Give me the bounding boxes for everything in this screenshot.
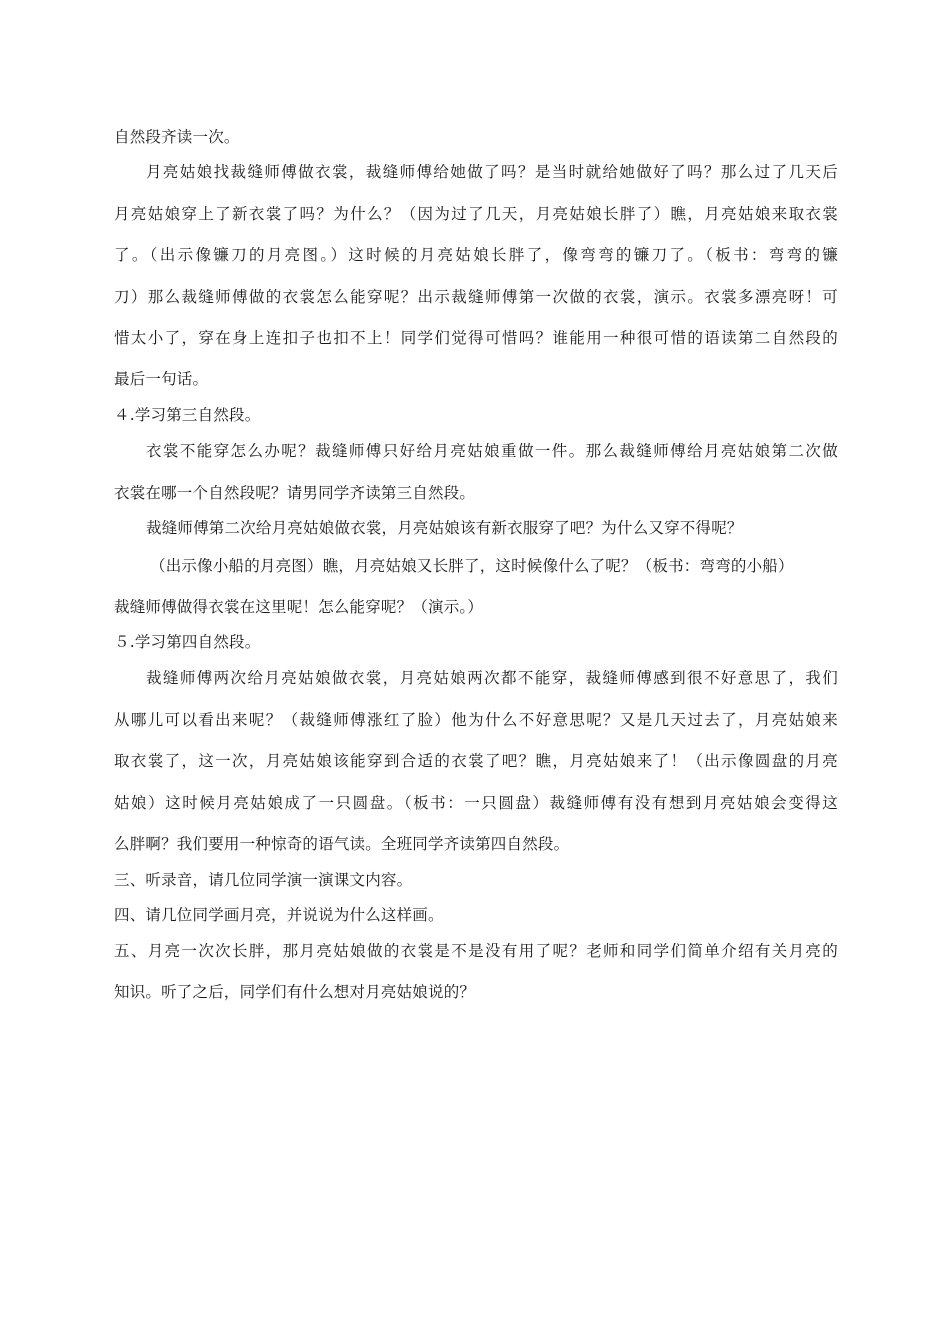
text-line: 最后一句话。 xyxy=(114,370,209,388)
text-line: 姑娘）这时候月亮姑娘成了一只圆盘。（板书：一只圆盘）裁缝师傅有没有想到月亮姑娘会变得这 xyxy=(114,794,838,812)
section-heading: 五、月亮一次次长胖，那月亮姑娘做的衣裳是不是没有用了呢？老师和同学们简单介绍有关月亮的 xyxy=(114,942,838,960)
text-line: 了。（出示像镰刀的月亮图。）这时候的月亮姑娘长胖了，像弯弯的镰刀了。（板书：弯弯的镰 xyxy=(114,246,838,264)
text-line: （出示像小船的月亮图）瞧，月亮姑娘又长胖了，这时候像什么了呢？（板书：弯弯的小船） xyxy=(150,557,794,575)
text-line: 刀）那么裁缝师傅做的衣裳怎么能穿呢？出示裁缝师傅第一次做的衣裳，演示。衣裳多漂亮呀！可 xyxy=(114,288,838,306)
text-line: 裁缝师傅做得衣裳在这里呢！怎么能穿呢？（演示。） xyxy=(114,598,484,616)
section-heading: 三、听录音，请几位同学演一演课文内容。 xyxy=(114,871,413,889)
text-line: 自然段齐读一次。 xyxy=(114,128,240,146)
text-line: 从哪儿可以看出来呢？（裁缝师傅涨红了脸）他为什么不好意思呢？又是几天过去了，月亮姑娘来 xyxy=(114,711,838,729)
text-line: 衣裳在哪一个自然段呢？请男同学齐读第三自然段。 xyxy=(114,484,476,502)
text-line: 惜太小了，穿在身上连扣子也扣不上！同学们觉得可惜吗？谁能用一种很可惜的语读第二自然段的 xyxy=(114,329,838,347)
text-line: 衣裳不能穿怎么办呢？裁缝师傅只好给月亮姑娘重做一件。那么裁缝师傅给月亮姑娘第二次做 xyxy=(146,442,838,460)
section-heading: 四、请几位同学画月亮，并说说为什么这样画。 xyxy=(114,906,444,924)
text-line: 裁缝师傅第二次给月亮姑娘做衣裳，月亮姑娘该有新衣服穿了吧？为什么又穿不得呢？ xyxy=(146,519,743,537)
section-heading: ５.学习第四自然段。 xyxy=(114,633,261,651)
text-line: 月亮姑娘找裁缝师傅做衣裳，裁缝师傅给她做了吗？是当时就给她做好了吗？那么过了几天后 xyxy=(146,163,838,181)
text-line: 么胖啊？我们要用一种惊奇的语气读。全班同学齐读第四自然段。 xyxy=(114,835,570,853)
text-line: 取衣裳了，这一次，月亮姑娘该能穿到合适的衣裳了吧？瞧，月亮姑娘来了！（出示像圆盘的月亮 xyxy=(114,752,838,770)
text-line: 月亮姑娘穿上了新衣裳了吗？为什么？（因为过了几天，月亮姑娘长胖了）瞧，月亮姑娘来取衣裳 xyxy=(114,205,838,223)
section-heading: ４.学习第三自然段。 xyxy=(114,406,261,424)
text-line: 知识。听了之后，同学们有什么想对月亮姑娘说的？ xyxy=(114,983,476,1001)
text-line: 裁缝师傅两次给月亮姑娘做衣裳，月亮姑娘两次都不能穿，裁缝师傅感到很不好意思了，我们 xyxy=(146,669,838,687)
